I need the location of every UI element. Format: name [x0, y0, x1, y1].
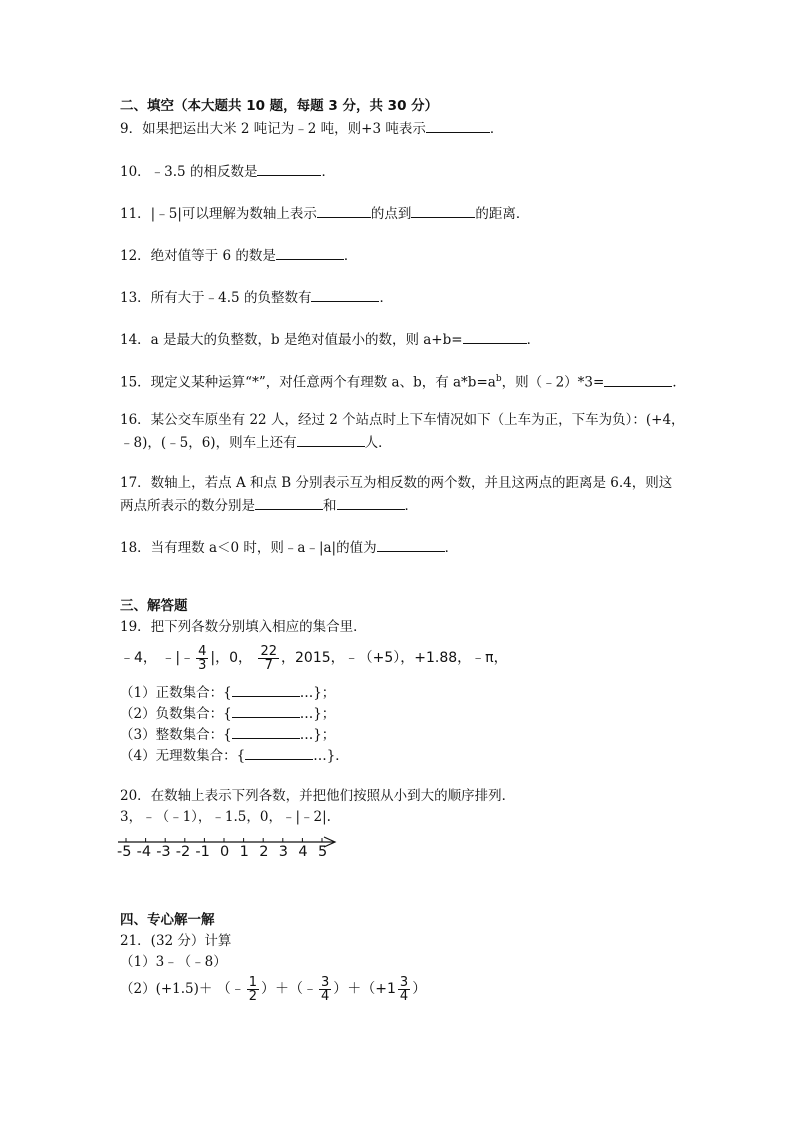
fraction-denominator: 3 — [198, 657, 207, 673]
axis-tick-label: -5 — [117, 844, 132, 860]
set-close: …}； — [299, 727, 336, 743]
axis-tick-label: 3 — [278, 844, 289, 860]
question-text: ． — [343, 248, 358, 264]
axis-tick-label: -3 — [156, 844, 171, 860]
set-close: …}； — [299, 685, 336, 701]
question-text: 的点到 — [370, 206, 412, 222]
question-text: 的距离． — [475, 206, 530, 222]
number-item: |，0， — [210, 650, 252, 666]
set-label: （4）无理数集合：{ — [120, 748, 246, 764]
answer-blank[interactable] — [337, 495, 405, 510]
set-irrational — [120, 745, 349, 765]
axis-tick-label: -1 — [195, 844, 210, 860]
question-text: ． — [379, 290, 393, 306]
number-line[interactable] — [116, 832, 356, 872]
answer-blank[interactable] — [245, 745, 313, 760]
set-integer — [120, 724, 335, 744]
section-3-title: 三、解答题 — [120, 598, 188, 614]
axis-tick-label: 5 — [318, 844, 328, 860]
question-10 — [120, 161, 335, 181]
fraction-numerator: 3 — [320, 975, 330, 990]
question-12 — [120, 245, 357, 265]
fraction-numerator: 4 — [198, 643, 207, 659]
question-text: ． — [404, 498, 418, 514]
answer-blank[interactable] — [276, 245, 344, 260]
set-label: （2）负数集合：{ — [120, 706, 232, 722]
question-text: 12．绝对值等于 6 的数是 — [120, 248, 276, 264]
axis-tick-label: 2 — [259, 844, 269, 860]
question-text: ． — [526, 332, 541, 348]
fraction-numerator: 22 — [260, 643, 277, 659]
set-label: （1）正数集合：{ — [120, 685, 232, 701]
answer-blank[interactable] — [232, 682, 300, 697]
fraction — [247, 976, 259, 1003]
question-15 — [120, 370, 686, 392]
expression-text: （2）(+1.5)＋ — [120, 981, 213, 997]
axis-tick-label: 1 — [239, 844, 249, 860]
question-19: 19．把下列各数分别填入相应的集合里． — [120, 619, 367, 635]
axis-tick-label: -2 — [175, 844, 191, 860]
question-17-line-2 — [120, 495, 418, 515]
answer-blank[interactable] — [311, 287, 379, 302]
fraction-numerator: 1 — [248, 975, 257, 990]
set-close: …}． — [313, 748, 349, 764]
question-text: ﹣8)，(﹣5，6)，则车上还有 — [120, 435, 297, 451]
question-21-part-2 — [120, 974, 426, 1004]
section-2-title: 二、填空（本大题共 10 题，每题 3 分，共 30 分） — [120, 98, 439, 114]
number-item: ﹣|﹣ — [161, 650, 195, 666]
question-text: 11．|﹣5|可以理解为数轴上表示 — [120, 206, 317, 222]
answer-blank[interactable] — [463, 329, 527, 344]
set-positive — [120, 682, 335, 702]
answer-blank[interactable] — [411, 203, 475, 218]
set-close: …}； — [299, 706, 336, 722]
answer-blank[interactable] — [257, 161, 321, 176]
question-19-numbers — [120, 644, 508, 672]
fraction-numerator: 3 — [399, 975, 409, 990]
question-text: 13．所有大于﹣4.5 的负整数有 — [120, 290, 312, 306]
number-item: ﹣4， — [120, 650, 157, 666]
fraction-denominator: 2 — [248, 989, 257, 1004]
question-text: 10．﹣3.5 的相反数是 — [120, 164, 258, 180]
question-text: 9．如果把运出大米 2 吨记为﹣2 吨，则+3 吨表示 — [120, 121, 426, 137]
expression-text: ）＋（+1 — [333, 981, 396, 997]
question-18 — [120, 537, 458, 557]
answer-blank[interactable] — [317, 203, 371, 218]
superscript: b — [495, 374, 502, 384]
question-text: ． — [489, 121, 504, 137]
axis-tick-label: 0 — [220, 844, 230, 860]
expression-text: ） — [412, 981, 427, 997]
answer-blank[interactable] — [377, 537, 445, 552]
question-text: 15．现定义某种运算“*”，对任意两个有理数 a、b，有 a*b=a — [120, 374, 496, 391]
expression-text: ）＋（﹣ — [260, 981, 317, 997]
axis-tick-label: -4 — [136, 844, 152, 860]
question-text: 14．a 是最大的负整数，b 是绝对值最小的数，则 a+b= — [120, 332, 463, 348]
number-item: ，2015，﹣（+5），+1.88，﹣π， — [281, 650, 508, 666]
question-text: ． — [672, 374, 686, 391]
question-17-line-1: 17．数轴上，若点 A 和点 B 分别表示互为相反数的两个数，并且这两点的距离是 6.4，则这 — [120, 475, 673, 491]
fraction — [196, 645, 208, 672]
question-21-part-1: （1）3﹣（﹣8） — [120, 954, 227, 970]
question-20: 20．在数轴上表示下列各数，并把他们按照从小到大的顺序排列． — [120, 788, 516, 804]
question-20-numbers: 3，﹣（﹣1），﹣1.5，0，﹣|﹣2|. — [120, 809, 331, 825]
section-4-title: 四、专心解一解 — [120, 912, 215, 928]
question-11 — [120, 203, 529, 223]
question-text: ． — [444, 540, 459, 556]
question-9 — [120, 118, 503, 138]
answer-blank[interactable] — [604, 372, 672, 387]
question-text: 人． — [364, 435, 392, 451]
question-text: ，则（﹣2）*3= — [501, 374, 605, 391]
set-label: （3）整数集合：{ — [120, 727, 232, 743]
question-text: ． — [321, 164, 335, 180]
answer-blank[interactable] — [297, 432, 365, 447]
question-16-line-2 — [120, 432, 392, 452]
question-14 — [120, 329, 540, 349]
axis-tick-label: 4 — [298, 844, 308, 860]
expression-text: （﹣ — [216, 981, 245, 997]
set-negative — [120, 703, 335, 723]
answer-blank[interactable] — [232, 703, 300, 718]
fraction-denominator: 4 — [320, 989, 330, 1004]
question-text: 两点所表示的数分别是 — [120, 498, 255, 514]
question-text: 18．当有理数 a＜0 时，则﹣a﹣|a|的值为 — [120, 540, 377, 556]
answer-blank[interactable] — [255, 495, 323, 510]
fraction — [258, 645, 279, 672]
question-13 — [120, 287, 393, 307]
fraction-denominator: 4 — [399, 989, 409, 1004]
fraction — [319, 976, 331, 1003]
fraction — [398, 976, 410, 1003]
question-text: 和 — [323, 498, 337, 514]
question-16-line-1: 16．某公交车原坐有 22 人，经过 2 个站点时上下车情况如下（上车为正，下车为负）：(+4， — [120, 412, 685, 428]
question-21: 21．(32 分）计算 — [120, 933, 232, 949]
answer-blank[interactable] — [426, 118, 490, 133]
fraction-denominator: 7 — [264, 657, 273, 673]
answer-blank[interactable] — [232, 724, 300, 739]
